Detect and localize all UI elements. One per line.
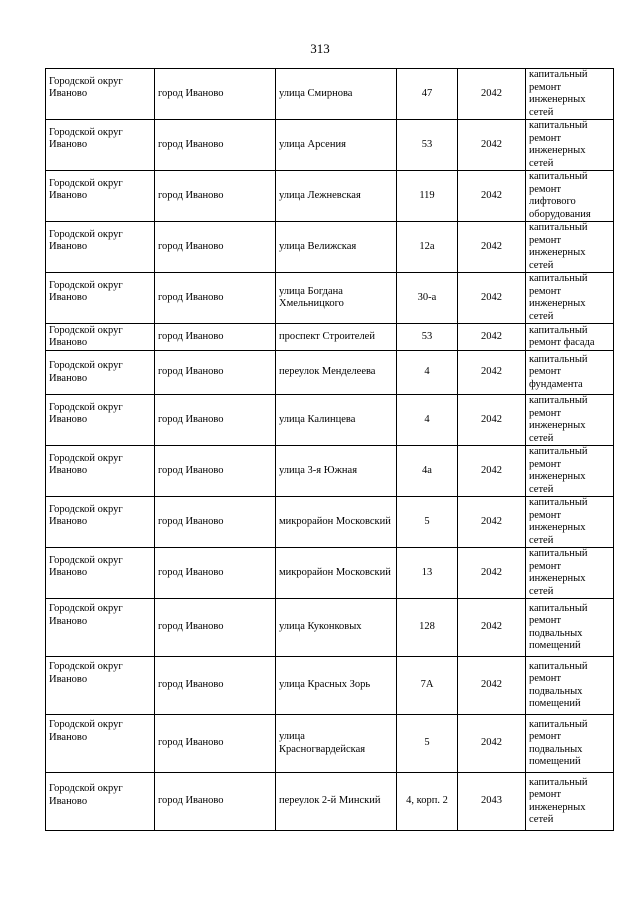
city-cell: город Иваново — [155, 273, 276, 324]
table-row — [46, 273, 614, 324]
work-type-cell: капитальный ремонт подвальных помещений — [526, 715, 614, 773]
city-cell: город Иваново — [155, 599, 276, 657]
city-cell: город Иваново — [155, 120, 276, 171]
street-cell: улица Лежневская — [276, 171, 397, 222]
table-row — [46, 222, 614, 273]
street-cell: проспект Строителей — [276, 324, 397, 351]
street-cell: микрорайон Московский — [276, 548, 397, 599]
year-cell: 2042 — [458, 120, 526, 171]
year-cell: 2042 — [458, 395, 526, 446]
municipality-cell: Городской округ Иваново — [46, 222, 155, 273]
city-cell: город Иваново — [155, 657, 276, 715]
city-cell: город Иваново — [155, 773, 276, 831]
house-cell: 30-а — [397, 273, 458, 324]
street-cell: улица Арсения — [276, 120, 397, 171]
table-row — [46, 120, 614, 171]
municipality-cell: Городской округ Иваново — [46, 657, 155, 715]
street-cell: улица Смирнова — [276, 69, 397, 120]
street-cell: микрорайон Московский — [276, 497, 397, 548]
municipality-cell: Городской округ Иваново — [46, 773, 155, 831]
table-row — [46, 446, 614, 497]
city-cell: город Иваново — [155, 548, 276, 599]
page-number: 313 — [310, 41, 330, 56]
house-cell: 4а — [397, 446, 458, 497]
municipality-cell: Городской округ Иваново — [46, 273, 155, 324]
work-type-cell: капитальный ремонт инженерных сетей — [526, 120, 614, 171]
work-type-cell: капитальный ремонт фундамента — [526, 351, 614, 395]
municipality-cell: Городской округ Иваново — [46, 395, 155, 446]
street-cell: улица Красногвардейская — [276, 715, 397, 773]
city-cell: город Иваново — [155, 222, 276, 273]
city-cell: город Иваново — [155, 446, 276, 497]
municipality-cell: Городской округ Иваново — [46, 599, 155, 657]
city-cell: город Иваново — [155, 171, 276, 222]
city-cell: город Иваново — [155, 395, 276, 446]
work-type-cell: капитальный ремонт инженерных сетей — [526, 222, 614, 273]
year-cell: 2042 — [458, 446, 526, 497]
year-cell: 2043 — [458, 773, 526, 831]
municipality-cell: Городской округ Иваново — [46, 120, 155, 171]
house-cell: 13 — [397, 548, 458, 599]
table-row — [46, 351, 614, 395]
city-cell: город Иваново — [155, 497, 276, 548]
year-cell: 2042 — [458, 548, 526, 599]
work-type-cell: капитальный ремонт подвальных помещений — [526, 599, 614, 657]
work-type-cell: капитальный ремонт фасада — [526, 324, 614, 351]
street-cell: улица Калинцева — [276, 395, 397, 446]
house-cell: 119 — [397, 171, 458, 222]
house-cell: 5 — [397, 715, 458, 773]
municipality-cell: Городской округ Иваново — [46, 171, 155, 222]
street-cell: переулок 2-й Минский — [276, 773, 397, 831]
municipality-cell: Городской округ Иваново — [46, 324, 155, 351]
house-cell: 4, корп. 2 — [397, 773, 458, 831]
street-cell: улица Велижская — [276, 222, 397, 273]
repair-schedule-table — [45, 68, 614, 831]
municipality-cell: Городской округ Иваново — [46, 497, 155, 548]
table-row — [46, 657, 614, 715]
street-cell: улица Богдана Хмельницкого — [276, 273, 397, 324]
year-cell: 2042 — [458, 324, 526, 351]
city-cell: город Иваново — [155, 351, 276, 395]
street-cell: улица Куконковых — [276, 599, 397, 657]
year-cell: 2042 — [458, 657, 526, 715]
work-type-cell: капитальный ремонт инженерных сетей — [526, 773, 614, 831]
house-cell: 53 — [397, 324, 458, 351]
house-cell: 128 — [397, 599, 458, 657]
house-cell: 4 — [397, 395, 458, 446]
work-type-cell: капитальный ремонт инженерных сетей — [526, 548, 614, 599]
house-cell: 12а — [397, 222, 458, 273]
house-cell: 47 — [397, 69, 458, 120]
municipality-cell: Городской округ Иваново — [46, 446, 155, 497]
work-type-cell: капитальный ремонт лифтового оборудования — [526, 171, 614, 222]
city-cell: город Иваново — [155, 324, 276, 351]
street-cell: улица Красных Зорь — [276, 657, 397, 715]
city-cell: город Иваново — [155, 69, 276, 120]
year-cell: 2042 — [458, 171, 526, 222]
year-cell: 2042 — [458, 69, 526, 120]
table-body — [46, 69, 614, 831]
municipality-cell: Городской округ Иваново — [46, 69, 155, 120]
table-row — [46, 324, 614, 351]
table-row — [46, 773, 614, 831]
year-cell: 2042 — [458, 273, 526, 324]
table-row — [46, 548, 614, 599]
year-cell: 2042 — [458, 715, 526, 773]
municipality-cell: Городской округ Иваново — [46, 715, 155, 773]
work-type-cell: капитальный ремонт инженерных сетей — [526, 446, 614, 497]
house-cell: 53 — [397, 120, 458, 171]
table-row — [46, 599, 614, 657]
table-row — [46, 715, 614, 773]
table-row — [46, 171, 614, 222]
work-type-cell: капитальный ремонт инженерных сетей — [526, 273, 614, 324]
house-cell: 5 — [397, 497, 458, 548]
city-cell: город Иваново — [155, 715, 276, 773]
municipality-cell: Городской округ Иваново — [46, 351, 155, 395]
house-cell: 7А — [397, 657, 458, 715]
year-cell: 2042 — [458, 497, 526, 548]
table-row — [46, 69, 614, 120]
house-cell: 4 — [397, 351, 458, 395]
street-cell: улица 3-я Южная — [276, 446, 397, 497]
work-type-cell: капитальный ремонт инженерных сетей — [526, 69, 614, 120]
work-type-cell: капитальный ремонт инженерных сетей — [526, 395, 614, 446]
street-cell: переулок Менделеева — [276, 351, 397, 395]
year-cell: 2042 — [458, 599, 526, 657]
work-type-cell: капитальный ремонт подвальных помещений — [526, 657, 614, 715]
table-row — [46, 395, 614, 446]
year-cell: 2042 — [458, 351, 526, 395]
municipality-cell: Городской округ Иваново — [46, 548, 155, 599]
table-row — [46, 497, 614, 548]
year-cell: 2042 — [458, 222, 526, 273]
work-type-cell: капитальный ремонт инженерных сетей — [526, 497, 614, 548]
